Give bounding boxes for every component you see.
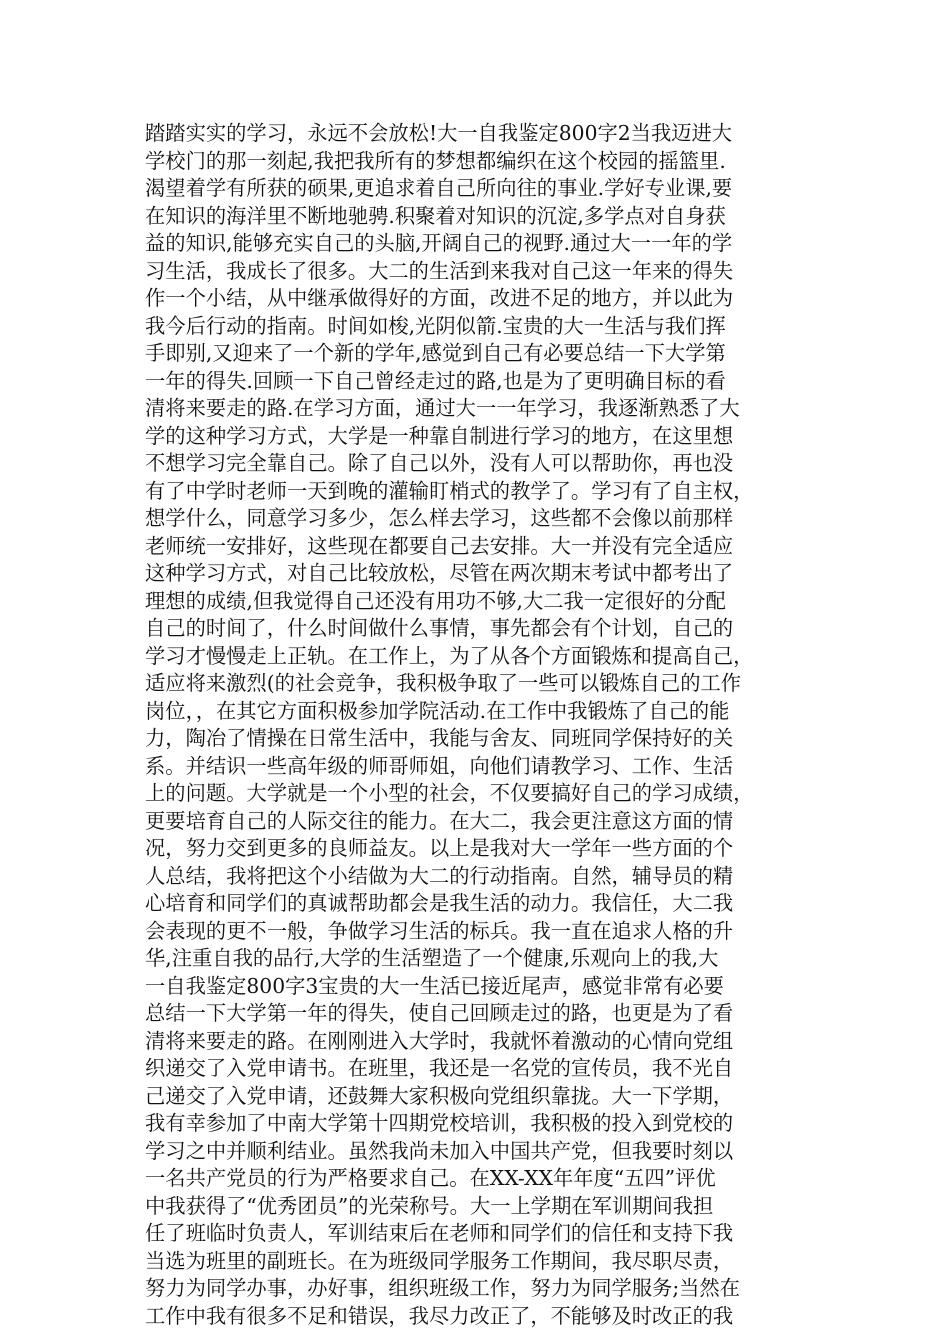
text-line: 不想学习完全靠自己。除了自己以外，没有人可以帮助你，再也没 <box>145 451 734 475</box>
text-line: 力，陶冶了情操在日常生活中，我能与舍友、同班同学保持好的关 <box>145 726 734 750</box>
text-line: 织递交了入党申请书。在班里，我还是一名党的宣传员，我不光自 <box>145 1056 734 1080</box>
text-line: 我有幸参加了中南大学第十四期党校培训，我积极的投入到党校的 <box>145 1111 734 1135</box>
text-line: 我今后行动的指南。时间如梭,光阴似箭.宝贵的大一生活与我们挥 <box>145 313 726 338</box>
text-line: 中我获得了“优秀团员”的光荣称号。大一上学期在军训期间我担 <box>145 1193 714 1218</box>
text-line: 清将来要走的路.在学习方面，通过大一一年学习，我逐渐熟悉了大 <box>145 396 740 420</box>
text-line: 己递交了入党申请，还鼓舞大家积极向党组织靠拢。大一下学期， <box>145 1083 734 1108</box>
text-line: 一自我鉴定800字3宝贵的大一生活已接近尾声，感觉非常有必要 <box>145 973 724 998</box>
text-line: 渴望着学有所获的硕果,更追求着自己所向往的事业.学好专业课,要 <box>145 176 733 200</box>
text-line: 会表现的更不一般，争做学习生活的标兵。我一直在追求人格的升 <box>145 918 734 943</box>
text-line: 学习才慢慢走上正轨。在工作上，为了从各个方面锻炼和提高自己， <box>145 643 754 668</box>
text-line: 老师统一安排好，这些现在都要自己去安排。大一并没有完全适应 <box>145 533 734 558</box>
text-line: 当选为班里的副班长。在为班级同学服务工作期间，我尽职尽责， <box>145 1248 734 1273</box>
text-line: 一名共产党员的行为严格要求自己。在XX-XX年年度“五四”评优 <box>145 1166 716 1190</box>
text-line: 想学什么，同意学习多少，怎么样去学习，这些都不会像以前那样 <box>145 506 734 530</box>
text-line: 理想的成绩,但我觉得自己还没有用功不够,大二我一定很好的分配 <box>145 588 726 613</box>
text-line: 况，努力交到更多的良师益友。以上是我对大一学年一些方面的个 <box>145 836 734 860</box>
text-line: 学校门的那一刻起,我把我所有的梦想都编织在这个校园的摇篮里. <box>145 148 726 173</box>
text-line: 自己的时间了，什么时间做什么事情，事先都会有个计划，自己的 <box>145 616 734 640</box>
text-line: 清将来要走的路。在刚刚进入大学时，我就怀着激动的心情向党组 <box>145 1028 734 1053</box>
text-line: 手即别,又迎来了一个新的学年,感觉到自己有必要总结一下大学第 <box>145 341 726 365</box>
text-line: 系。并结识一些高年级的师哥师姐，向他们请教学习、工作、生活 <box>145 753 734 778</box>
text-line: 一年的得失.回顾一下自己曾经走过的路,也是为了更明确目标的看 <box>145 368 726 393</box>
text-line: 岗位，，在其它方面积极参加学院活动.在工作中我锻炼了自己的能 <box>145 698 730 723</box>
text-line: 华,注重自我的品行,大学的生活塑造了一个健康,乐观向上的我,大 <box>145 946 719 970</box>
text-line: 学习之中并顺利结业。虽然我尚未加入中国共产党，但我要时刻以 <box>145 1138 734 1163</box>
text-line: 学的这种学习方式，大学是一种靠自制进行学习的地方，在这里想 <box>145 423 734 448</box>
text-line: 这种学习方式，对自己比较放松，尽管在两次期末考试中都考出了 <box>145 561 734 585</box>
text-line: 上的问题。大学就是一个小型的社会，不仅要搞好自己的学习成绩， <box>145 781 754 805</box>
text-line: 作一个小结，从中继承做得好的方面，改进不足的地方，并以此为 <box>145 286 734 310</box>
text-line: 工作中我有很多不足和错误，我尽力改正了，不能够及时改正的我 <box>145 1303 734 1328</box>
text-line: 更要培育自己的人际交往的能力。在大二，我会更注意这方面的情 <box>145 808 734 833</box>
text-line: 总结一下大学第一年的得失，使自己回顾走过的路，也更是为了看 <box>145 1001 734 1025</box>
text-line: 益的知识,能够充实自己的头脑,开阔自己的视野.通过大一一年的学 <box>145 231 733 255</box>
text-line: 习生活，我成长了很多。大二的生活到来我对自己这一年来的得失 <box>145 258 734 283</box>
text-line: 心培育和同学们的真诚帮助都会是我生活的动力。我信任，大二我 <box>145 891 734 915</box>
text-line: 踏踏实实的学习，永远不会放松!大一自我鉴定800字2当我迈进大 <box>145 121 733 145</box>
text-line: 努力为同学办事，办好事，组织班级工作，努力为同学服务;当然在 <box>145 1276 740 1300</box>
text-line: 人总结，我将把这个小结做为大二的行动指南。自然，辅导员的精 <box>145 863 734 888</box>
text-line: 适应将来激烈(的社会竞争，我积极争取了一些可以锻炼自己的工作 <box>145 671 742 695</box>
text-line: 任了班临时负责人，军训结束后在老师和同学们的信任和支持下我 <box>145 1221 734 1245</box>
text-line: 在知识的海洋里不断地驰骋.积聚着对知识的沉淀,多学点对自身获 <box>145 203 726 228</box>
body-text <box>145 120 810 1330</box>
text-line: 有了中学时老师一天到晚的灌输盯梢式的教学了。学习有了自主权， <box>145 478 754 503</box>
